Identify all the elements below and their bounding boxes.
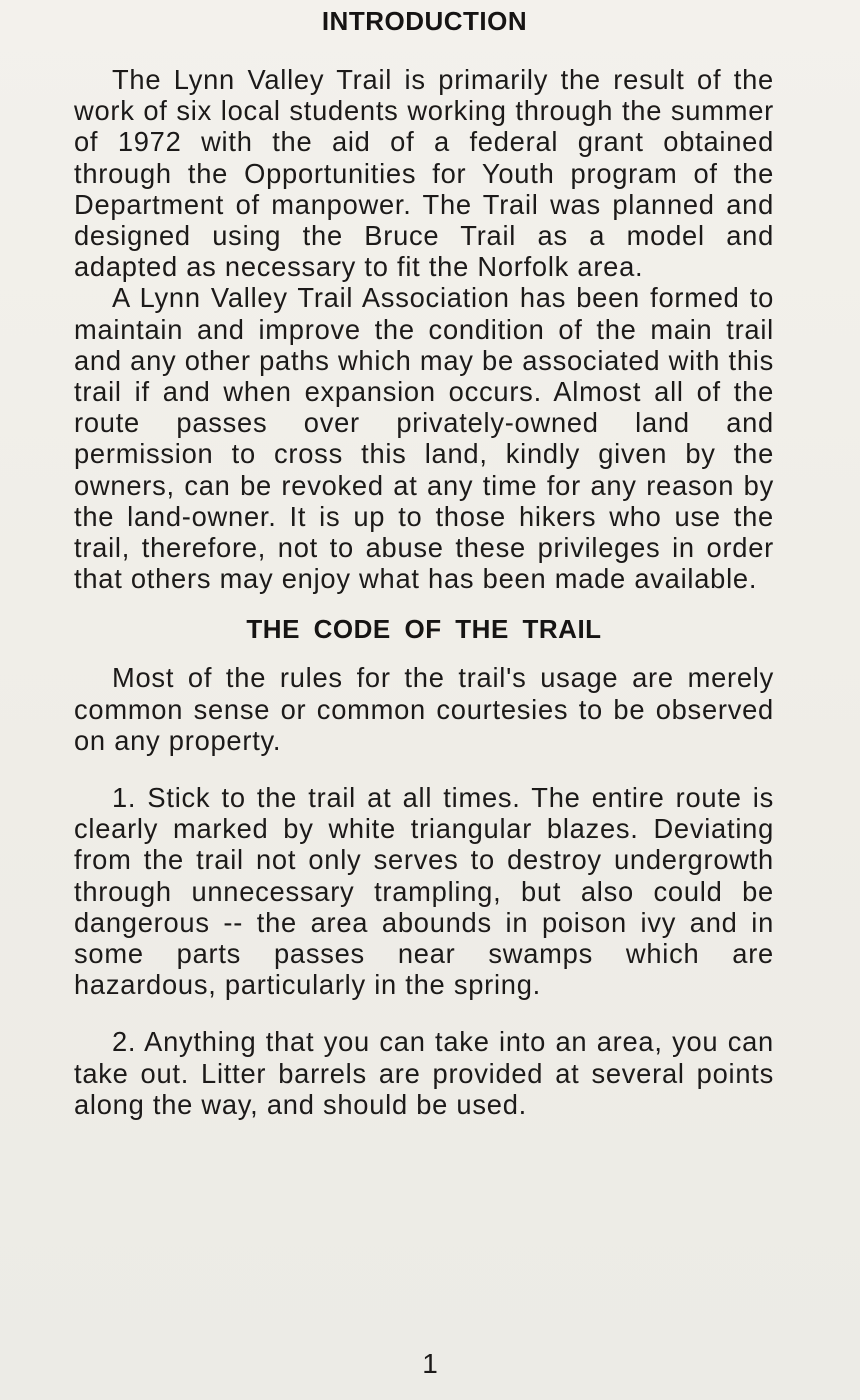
code-of-trail-section bbox=[74, 614, 774, 1120]
introduction-body bbox=[74, 64, 774, 594]
introduction-section bbox=[74, 6, 774, 594]
introduction-heading: INTRODUCTION bbox=[321, 6, 528, 36]
code-intro-paragraph: Most of the rules for the trail's usage are merely common sense or common courtesies to be observed on any property. bbox=[74, 662, 774, 756]
rule-paragraph: 2. Anything that you can take into an area, you can take out. Litter barrels are provided at several points along the way, and should be used. bbox=[74, 1026, 774, 1120]
code-of-trail-heading: THE CODE OF THE TRAIL bbox=[246, 614, 602, 645]
introduction-paragraph: The Lynn Valley Trail is primarily the result of the work of six local students working through the summer of 1972 with the aid of a federal grant obtained through the Opportunities for Youth program of the Department of manpower. The Trail was planned and designed using the Bruce Trail as a model and adapted as necessary to fit the Norfolk area. bbox=[74, 64, 774, 283]
introduction-paragraph: A Lynn Valley Trail Association has been formed to maintain and improve the condition of the main trail and any other paths which may be associated with this trail if and when expansion occurs. Almost all of the route passes over privately-owned land and permission to cross this land, kindly given by the owners, can be revoked at any time for any reason by the land-owner. It is up to those hikers who use the trail, therefore, not to abuse these privileges in order that others may enjoy what has been made available. bbox=[74, 282, 774, 595]
page-content bbox=[74, 6, 774, 1146]
rule-paragraph: 1. Stick to the trail at all times. The entire route is clearly marked by white triangular blazes. Deviating from the trail not only serves to destroy undergrowth through unnecessary trampling, but also could be dangerous -- the area abounds in poison ivy and in some parts passes near swamps which are hazardous, particularly in the spring. bbox=[74, 782, 774, 1001]
page-number: 1 bbox=[422, 1348, 438, 1379]
